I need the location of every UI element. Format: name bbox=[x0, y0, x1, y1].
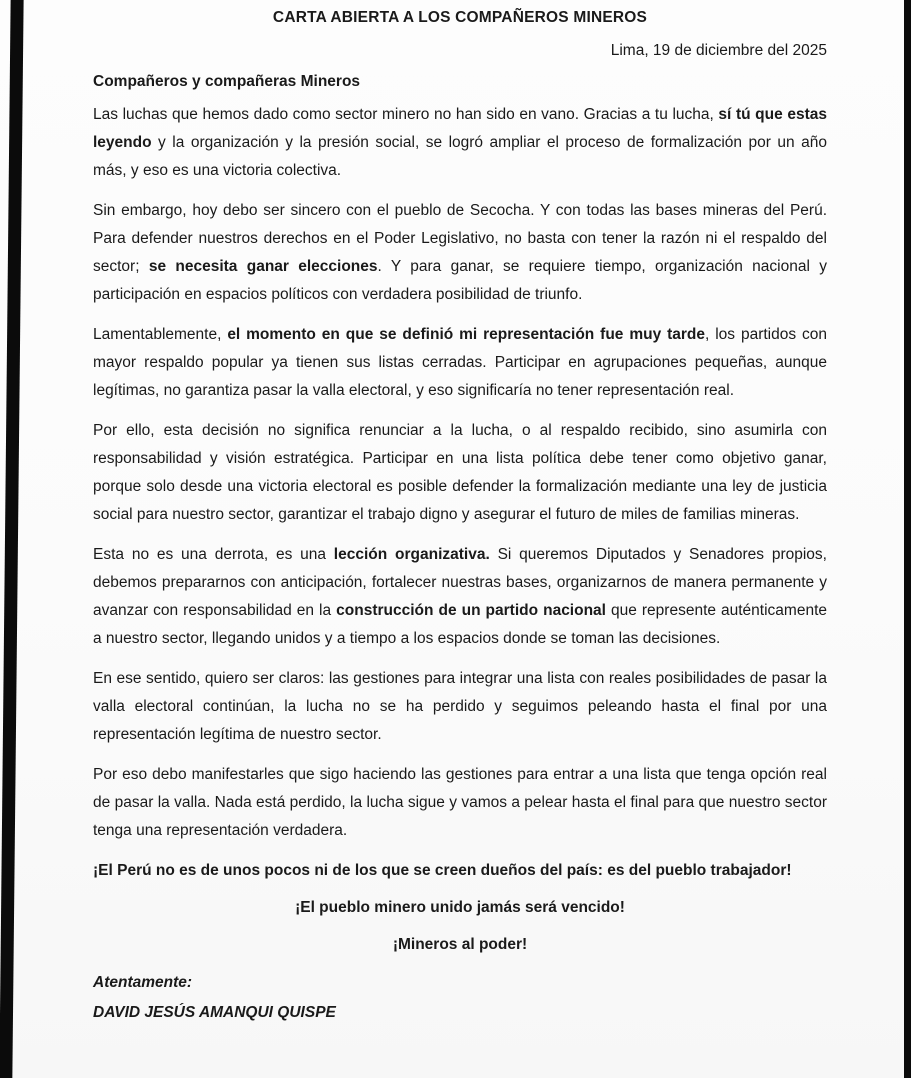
letter-paragraph-7 bbox=[93, 761, 827, 845]
letter-salutation: Compañeros y compañeras Mineros bbox=[93, 73, 361, 90]
text-run: Esta no es una derrota, es una bbox=[93, 546, 334, 563]
photo-edge-left bbox=[0, 0, 24, 1078]
text-run: y la organización y la presión social, se logró ampliar el proceso de formalización por un año más, y eso es una victoria colectiva. bbox=[93, 134, 827, 179]
letter-paragraph-3 bbox=[93, 321, 827, 405]
text-run: En ese sentido, quiero ser claros: las gestiones para integrar una lista con reales posibilidades de pasar la valla electoral continúan, la lucha no se ha perdido y seguimos peleando hasta el final por una representación legítima de nuestro sector. bbox=[93, 670, 827, 743]
text-run: , los partidos con mayor respaldo popular ya tienen sus listas cerradas. Participar en agrupaciones pequeñas, aunque legítimas, no garantiza pasar la valla electoral, y eso significaría no tener representación real. bbox=[93, 326, 827, 399]
text-run-bold: se necesita ganar elecciones bbox=[148, 258, 378, 275]
text-run: Lamentablemente, bbox=[93, 326, 228, 343]
letter-paragraph-2 bbox=[93, 197, 827, 309]
slogan-mineros-al-poder: ¡Mineros al poder! bbox=[392, 936, 528, 953]
slogan-pueblo-minero-unido: ¡El pueblo minero unido jamás será vencido! bbox=[295, 899, 625, 916]
text-run-bold: construcción de un partido nacional bbox=[336, 602, 606, 619]
letter-paragraph-1 bbox=[93, 101, 827, 185]
letter-paragraph-6 bbox=[93, 665, 827, 749]
closing-block bbox=[93, 968, 827, 1028]
text-run: Por ello, esta decisión no significa renunciar a la lucha, o al respaldo recibido, sino asumirla con responsabilidad y visión estratégica. Participar en una lista política debe tener como objetivo ganar, porque solo desde una victoria electoral es posible defender la formalización mediante una ley de justicia social para nuestro sector, garantizar el trabajo digno y asegurar el futuro de miles de familias mineras. bbox=[93, 422, 827, 523]
photo-edge-bottom-left bbox=[0, 1062, 7, 1074]
text-run-bold: sí tú que estas leyendo bbox=[93, 106, 827, 151]
text-run: . Y para ganar, se requiere tiempo, organización nacional y participación en espacios políticos con verdadera posibilidad de triunfo. bbox=[93, 258, 827, 303]
letter-title: CARTA ABIERTA A LOS COMPAÑEROS MINEROS bbox=[272, 9, 648, 26]
letter-paragraph-4 bbox=[93, 417, 827, 529]
text-run: Las luchas que hemos dado como sector minero no han sido en vano. Gracias a tu lucha, bbox=[93, 106, 719, 123]
photo-edge-right bbox=[904, 0, 911, 1078]
text-run: Por eso debo manifestarles que sigo haciendo las gestiones para entrar a una lista que tenga opción real de pasar la valla. Nada está perdido, la lucha sigue y vamos a pelear hasta el final para que nuestro sector tenga una representación verdadera. bbox=[93, 766, 827, 839]
text-run-bold: lección organizativa. bbox=[333, 546, 490, 563]
slogan-peru-pueblo-trabajador: ¡El Perú no es de unos pocos ni de los que se creen dueños del país: es del pueblo trabajador! bbox=[93, 862, 792, 879]
letter-paragraph-5 bbox=[93, 541, 827, 653]
text-run: Sin embargo, hoy debo ser sincero con el pueblo de Secocha. Y con todas las bases mineras del Perú. Para defender nuestros derechos en el Poder Legislativo, no basta con tener la razón ni el respaldo del sector; bbox=[93, 202, 827, 275]
text-run-bold: el momento en que se definió mi representación fue muy tarde bbox=[227, 326, 706, 343]
valediction: Atentamente: bbox=[93, 974, 193, 991]
text-run: Si queremos Diputados y Senadores propios, debemos prepararnos con anticipación, fortalecer nuestras bases, organizarnos de manera permanente y avanzar con responsabilidad en la bbox=[93, 546, 827, 619]
text-run: que represente auténticamente a nuestro sector, llegando unidos y a tiempo a los espacios donde se toman las decisiones. bbox=[93, 602, 828, 647]
letter-page bbox=[93, 6, 827, 1028]
letter-date: Lima, 19 de diciembre del 2025 bbox=[610, 42, 827, 59]
signature-name: DAVID JESÚS AMANQUI QUISPE bbox=[93, 1004, 336, 1021]
